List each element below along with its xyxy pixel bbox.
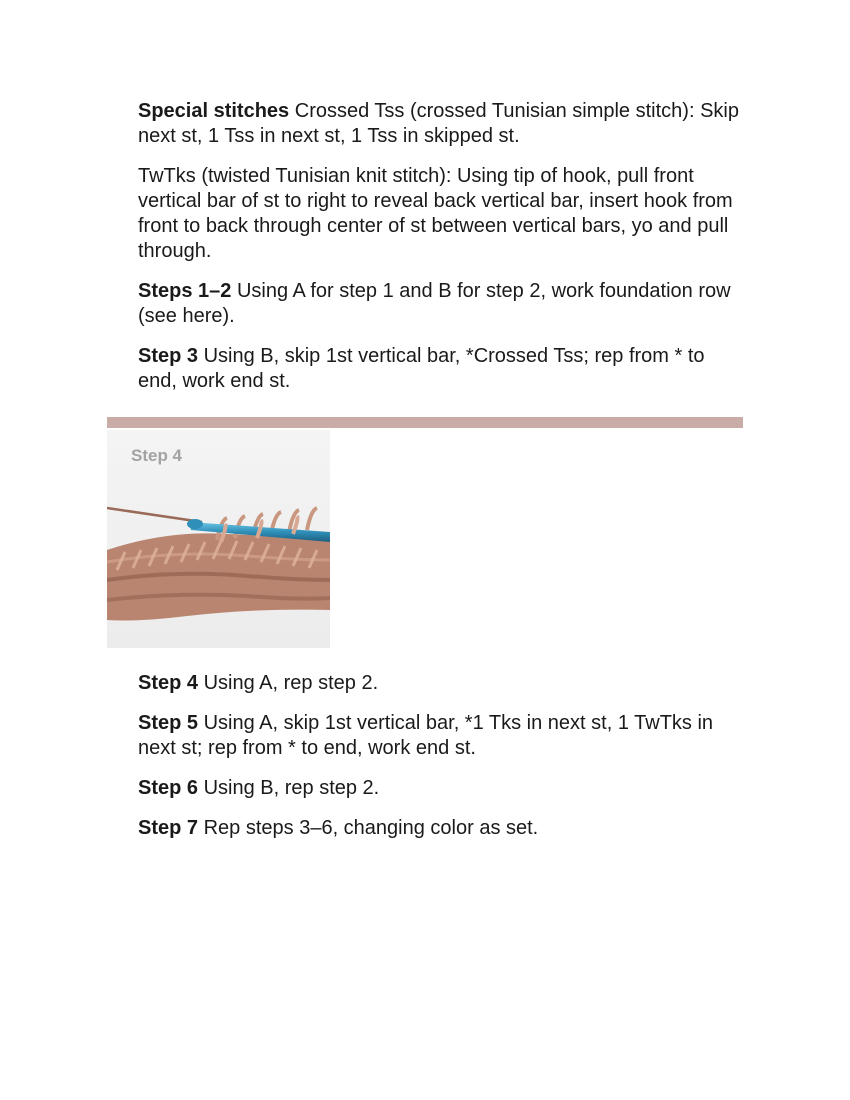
step-label: Step 5 <box>138 712 199 734</box>
step-6-paragraph <box>138 776 748 801</box>
step-label: Step 7 <box>138 817 199 839</box>
step-text: Using B, skip 1st vertical bar, *Crossed Tss; rep from * to end, work end st. <box>138 345 705 392</box>
step-4-photo <box>107 430 330 648</box>
special-stitches-label: Special stitches <box>138 100 290 122</box>
step-1-2-paragraph <box>138 279 748 329</box>
step-text: Rep steps 3–6, changing color as set. <box>198 817 539 839</box>
step-label: Step 6 <box>138 777 199 799</box>
step-label: Step 4 <box>138 672 199 694</box>
step-5-paragraph <box>138 711 748 761</box>
instructions-bottom <box>138 671 748 841</box>
section-divider <box>107 417 743 428</box>
twtks-paragraph: TwTks (twisted Tunisian knit stitch): Using tip of hook, pull front vertical bar of st to right to reveal back vertical bar, insert hook from front to back through center of st between vertical bars, yo and pull through. <box>138 165 733 262</box>
step-text: Using B, rep step 2. <box>198 777 380 799</box>
step-label: Step 3 <box>138 345 199 367</box>
special-stitches-paragraph <box>138 99 748 149</box>
step-text: Using A, skip 1st vertical bar, *1 Tks in next st, 1 TwTks in next st; rep from * to end, work end st. <box>138 712 714 759</box>
step-text: Using A, rep step 2. <box>198 672 379 694</box>
step-7-paragraph <box>138 816 748 841</box>
instructions-top <box>138 99 748 394</box>
photo-caption: Step 4 <box>131 446 183 465</box>
step-4-paragraph <box>138 671 748 696</box>
step-text: Using A for step 1 and B for step 2, work foundation row (see here). <box>138 280 731 327</box>
special-stitches-text: Crossed Tss (crossed Tunisian simple stitch): Skip next st, 1 Tss in next st, 1 Tss in skipped st. <box>138 100 739 147</box>
step-3-paragraph <box>138 344 748 394</box>
step-label: Steps 1–2 <box>138 280 232 302</box>
